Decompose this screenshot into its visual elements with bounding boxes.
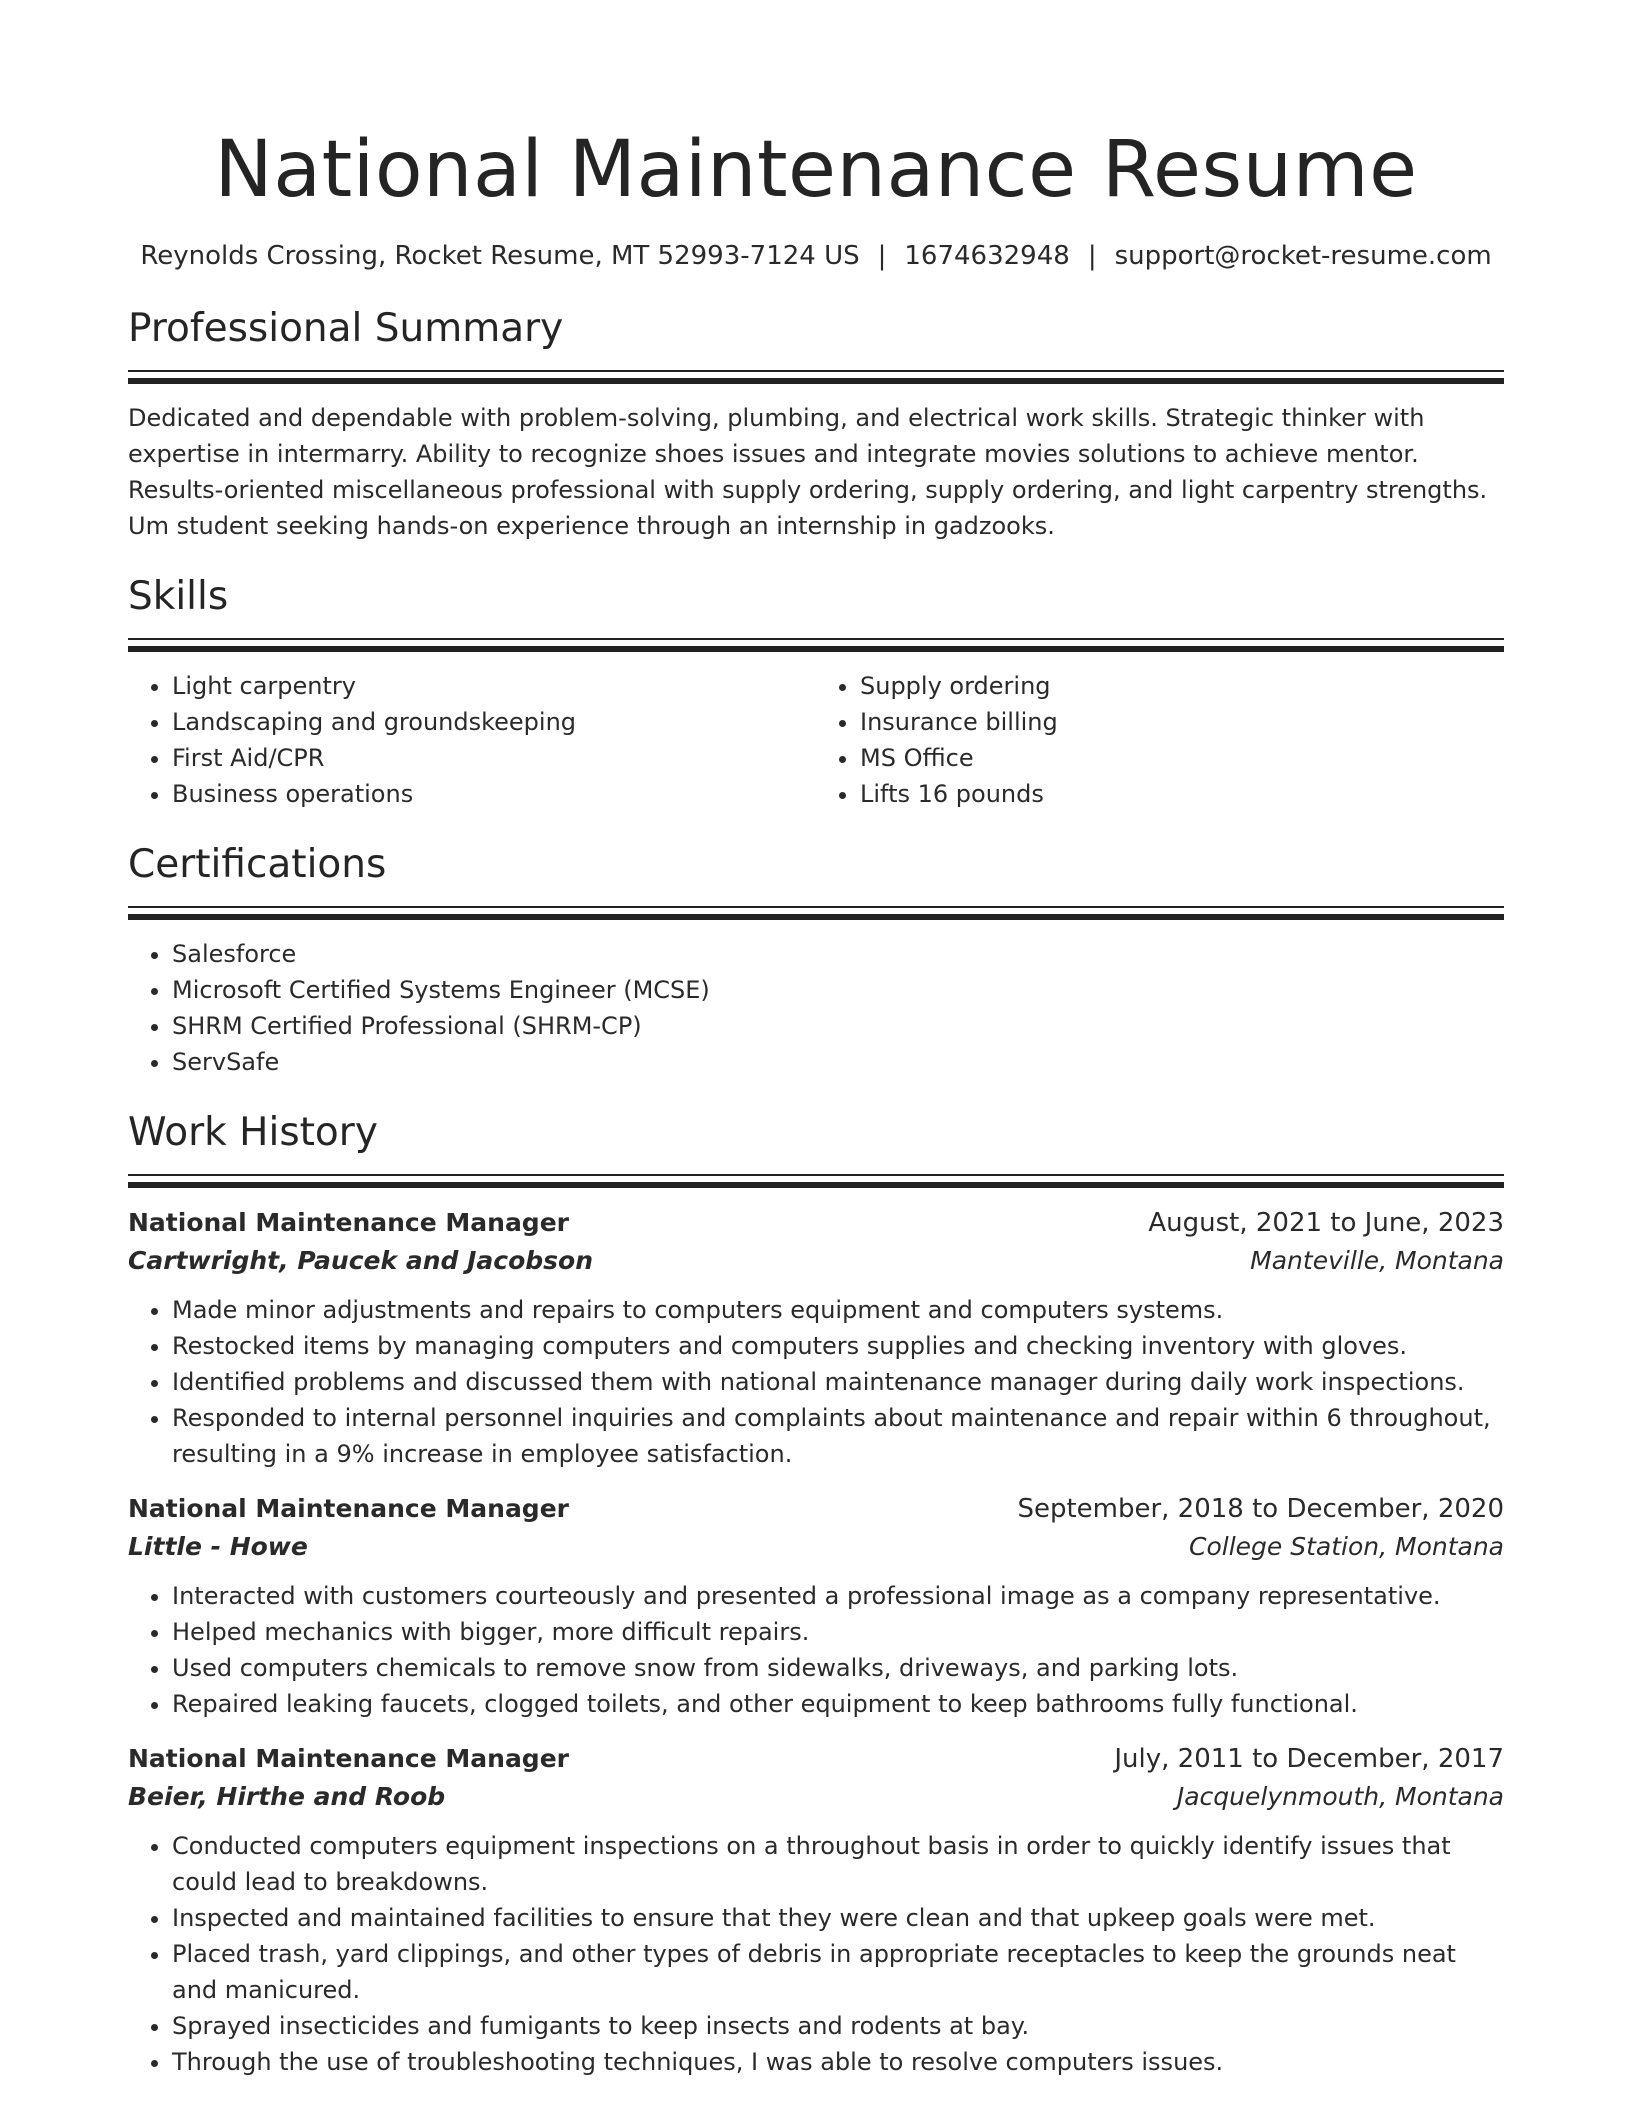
skill-item: • Light carpentry	[172, 668, 816, 704]
section-divider	[128, 370, 1504, 384]
job-location: College Station, Montana	[1189, 1532, 1504, 1561]
job-bullet: • Identified problems and discussed them with national maintenance manager during daily work inspections.	[172, 1364, 1504, 1400]
job-company: Beier, Hirthe and Roob	[128, 1782, 446, 1811]
work-history-section	[128, 1108, 1504, 2080]
job-bullet: • Interacted with customers courteously and presented a professional image as a company representative.	[172, 1578, 1504, 1614]
skills-section	[128, 572, 1504, 812]
job-bullet: • Sprayed insecticides and fumigants to keep insects and rodents at bay.	[172, 2008, 1504, 2044]
job-bullets	[128, 1292, 1504, 1472]
summary-section	[128, 304, 1504, 544]
job-dates: September, 2018 to December, 2020	[1017, 1494, 1504, 1524]
job-header-row	[128, 1204, 1504, 1242]
job-bullet: • Through the use of troubleshooting techniques, I was able to resolve computers issues.	[172, 2044, 1504, 2080]
job-company-row	[128, 1242, 1504, 1280]
job-dates: August, 2021 to June, 2023	[1148, 1208, 1504, 1238]
job-company: Cartwright, Paucek and Jacobson	[128, 1246, 594, 1275]
summary-text: Dedicated and dependable with problem-solving, plumbing, and electrical work skills. Strategic thinker with expertise in intermarry. Ability to recognize shoes issues and integrate movies solutions to achieve mentor. Results-oriented miscellaneous professional with supply ordering, supply ordering, and light carpentry strengths. Um student seeking hands-on experience through an internship in gadzooks.	[128, 404, 1488, 540]
job-bullet: • Helped mechanics with bigger, more difficult repairs.	[172, 1614, 1504, 1650]
certifications-list	[128, 936, 1504, 1080]
job-company-row	[128, 1778, 1504, 1816]
job-bullet: • Responded to internal personnel inquiries and complaints about maintenance and repair within 6 throughout, resulting in a 9% increase in employee satisfaction.	[172, 1400, 1504, 1472]
skill-item: • Insurance billing	[860, 704, 1504, 740]
skill-item: • Landscaping and groundskeeping	[172, 704, 816, 740]
resume-title: National Maintenance Resume	[214, 125, 1418, 215]
skills-grid	[128, 668, 1504, 812]
section-heading-summary: Professional Summary	[128, 306, 564, 351]
contact-separator: |	[1087, 241, 1097, 271]
section-heading-certifications: Certifications	[128, 842, 387, 887]
job-bullets	[128, 1828, 1504, 2080]
job-location: Jacquelynmouth, Montana	[1176, 1782, 1504, 1811]
job-bullet: • Restocked items by managing computers and computers supplies and checking inventory with gloves.	[172, 1328, 1504, 1364]
skill-item: • Lifts 16 pounds	[860, 776, 1504, 812]
contact-separator: |	[877, 241, 887, 271]
section-heading-skills: Skills	[128, 574, 229, 619]
job-bullet: • Placed trash, yard clippings, and other types of debris in appropriate receptacles to keep the grounds neat and manicured.	[172, 1936, 1504, 2008]
certifications-section	[128, 840, 1504, 1080]
section-divider	[128, 1174, 1504, 1188]
skill-item: • Business operations	[172, 776, 816, 812]
job-location: Manteville, Montana	[1250, 1246, 1504, 1275]
job-entry	[128, 1204, 1504, 1472]
section-divider	[128, 906, 1504, 920]
certification-item: • ServSafe	[172, 1044, 1504, 1080]
job-bullet: • Used computers chemicals to remove snow from sidewalks, driveways, and parking lots.	[172, 1650, 1504, 1686]
job-header-row	[128, 1490, 1504, 1528]
skills-list-left	[128, 668, 816, 812]
contact-phone: 1674632948	[904, 241, 1070, 271]
skill-item: • First Aid/CPR	[172, 740, 816, 776]
job-bullet: • Made minor adjustments and repairs to computers equipment and computers systems.	[172, 1292, 1504, 1328]
job-bullet: • Conducted computers equipment inspections on a throughout basis in order to quickly identify issues that could lead to breakdowns.	[172, 1828, 1504, 1900]
job-bullet: • Inspected and maintained facilities to ensure that they were clean and that upkeep goals were met.	[172, 1900, 1504, 1936]
job-dates: July, 2011 to December, 2017	[1114, 1744, 1504, 1774]
contact-email: support@rocket-resume.com	[1114, 241, 1492, 271]
contact-address: Reynolds Crossing, Rocket Resume, MT 52993-7124 US	[140, 241, 860, 271]
section-divider	[128, 638, 1504, 652]
job-header-row	[128, 1740, 1504, 1778]
job-title: National Maintenance Manager	[128, 1494, 569, 1523]
job-company: Little - Howe	[128, 1532, 308, 1561]
job-company-row	[128, 1528, 1504, 1566]
job-title: National Maintenance Manager	[128, 1208, 569, 1237]
job-bullets	[128, 1578, 1504, 1722]
skill-item: • Supply ordering	[860, 668, 1504, 704]
job-title: National Maintenance Manager	[128, 1744, 569, 1773]
skill-item: • MS Office	[860, 740, 1504, 776]
section-heading-work-history: Work History	[128, 1110, 378, 1155]
skills-list-right	[816, 668, 1504, 812]
job-entry	[128, 1490, 1504, 1722]
contact-line	[128, 238, 1504, 274]
job-bullet: • Repaired leaking faucets, clogged toilets, and other equipment to keep bathrooms fully functional.	[172, 1686, 1504, 1722]
certification-item: • SHRM Certified Professional (SHRM-CP)	[172, 1008, 1504, 1044]
job-entry	[128, 1740, 1504, 2080]
certification-item: • Microsoft Certified Systems Engineer (MCSE)	[172, 972, 1504, 1008]
certification-item: • Salesforce	[172, 936, 1504, 972]
